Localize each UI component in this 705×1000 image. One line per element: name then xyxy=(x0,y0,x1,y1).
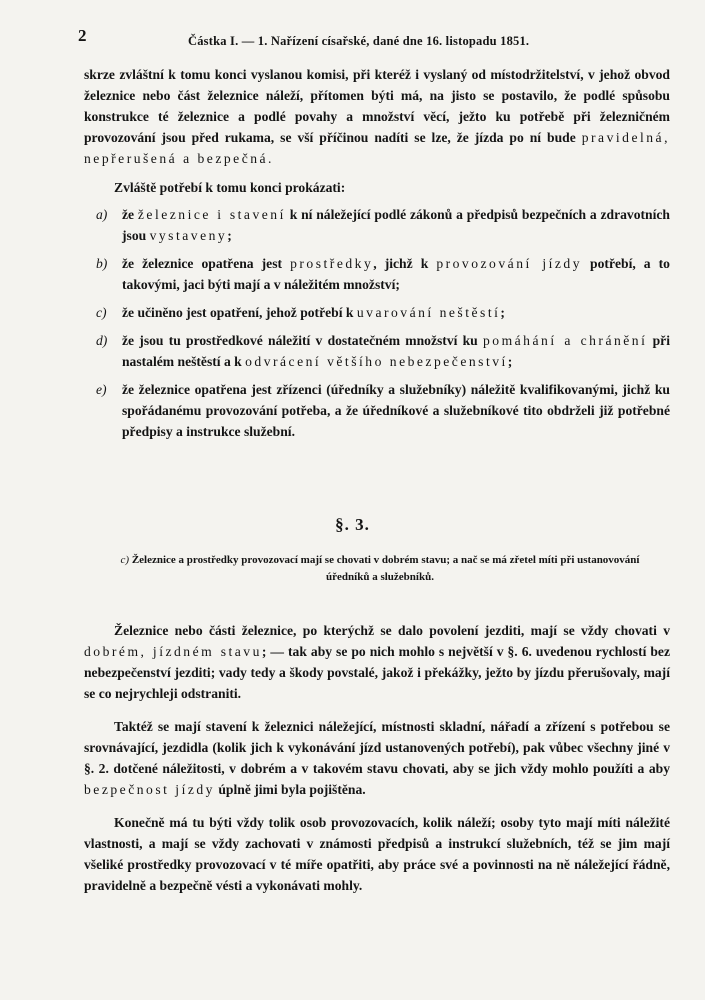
page-number: 2 xyxy=(78,26,87,45)
paragraph-text: ; — tak aby se po nich mohlo s největší v §. 6. uvedenou rychlostí bez nebezpečenství jezditi; vady tedy a škody povstalé, jakož i překážky, ježto by jízdu přerušovaly, mají se co nejrychleji odstraniti. xyxy=(84,644,670,701)
list-item-spaced: železnice i stavení xyxy=(137,207,286,222)
list-item-spaced: vystaveny xyxy=(149,228,228,243)
list-item-label: e) xyxy=(96,382,107,397)
list-item xyxy=(84,330,670,372)
paragraph-text: Taktéž se mají stavení k železnici náležející, místnosti skladní, nářadí a zřízení s potřebou se srovnávající, jezdidla (kolik jich k vykonávání jízd ustanovených potřebí), pak vůbec všechny jiné v §. 2. dotčené náležitosti, v dobrém a v takovém stavu chovati, aby se jich vždy mohlo použíti a aby xyxy=(84,719,670,776)
list-item xyxy=(84,253,670,295)
lead-paragraph: Zvláště potřebí k tomu konci prokázati: xyxy=(114,180,346,195)
list-item-label: a) xyxy=(96,207,108,222)
subheading-label: c) xyxy=(120,554,130,566)
list-item-spaced: odvrácení většího nebezpečenství xyxy=(245,354,508,369)
list-item-text: že xyxy=(122,207,138,222)
intro-paragraph xyxy=(84,64,670,169)
paragraph-2 xyxy=(84,716,670,800)
list-item-label: c) xyxy=(96,305,107,320)
section-2-body xyxy=(84,64,670,449)
list-item-text: potřebí, a to takovými, jaci býti mají a v náležitém množství; xyxy=(122,256,670,292)
list-item-text: že železnice opatřena jest zřízenci (úředníky a služebníky) náležitě kvalifikovanými, jichž ku spořádanému provozování potřeba, a že úředníkové a služebníkové tito obdrželi již potřebné předpisy a instrukce služební. xyxy=(122,382,670,439)
running-title: Částka I. — 1. Nařízení císařské, dané dne 16. listopadu 1851. xyxy=(188,34,530,48)
paragraph-text: Železnice nebo části železnice, po kterýchž se dalo povolení jezditi, mají se vždy chovati v xyxy=(114,623,670,638)
list-item-label: b) xyxy=(96,256,108,271)
list-item xyxy=(84,379,670,442)
requirements-list xyxy=(84,204,670,442)
list-item-text: že jsou tu prostředkové náležití v dostatečném množství ku xyxy=(122,333,483,348)
section-3-body xyxy=(84,620,670,908)
intro-spaced-text: pravidelná, nepřerušená a bezpečná. xyxy=(84,130,670,166)
list-item-spaced: pomáhání a chránění xyxy=(482,333,648,348)
paragraph-text: úplně jimi byla pojištěna. xyxy=(214,782,366,797)
list-item-text: ; xyxy=(227,228,232,243)
list-item-text: , jichž k xyxy=(373,256,437,271)
list-item-spaced: provozování jízdy xyxy=(436,256,582,271)
list-item-label: d) xyxy=(96,333,108,348)
section-title: §. 3. xyxy=(335,515,370,534)
list-item-text: ; xyxy=(507,354,513,369)
paragraph-1 xyxy=(84,620,670,704)
list-item-text: při nastalém neštěstí a k xyxy=(122,333,670,369)
list-item xyxy=(84,204,670,246)
intro-text: skrze zvláštní k tomu konci vyslanou komisi, při kteréž i vyslaný od místodržitelství, v jehož obvod železnice nebo část železnice náleží, přítomen býti má, na jisto se postavilo, že podlé spůsobu konstrukce té železnice a podlé povahy a množství věcí, ježto ku potřebě při železničném provozování jsou před rukama, se vší příčinou nadíti se lze, že jízda po ní bude xyxy=(84,67,670,145)
list-item-spaced: prostředky xyxy=(290,256,374,271)
list-item-text: k ní náležející podlé zákonů a předpisů bezpečních a zdravotních jsou xyxy=(122,207,670,243)
list-item-spaced: uvarování neštěstí xyxy=(356,305,501,320)
list-item-text: že učiněno jest opatření, jehož potřebí k xyxy=(122,305,357,320)
list-item xyxy=(84,302,670,323)
section-subheading xyxy=(100,552,660,586)
subheading-text: Železnice a prostředky provozovací mají se chovati v dobrém stavu; a nač se má zřetel míti při ustanovování úředníků a služebníků. xyxy=(129,554,640,583)
paragraph-spaced: dobrém, jízdném stavu xyxy=(84,644,262,659)
list-item-text: že železnice opatřena jest xyxy=(122,256,291,271)
paragraph-spaced: bezpečnost jízdy xyxy=(84,782,215,797)
paragraph-3: Konečně má tu býti vždy tolik osob provozovacích, kolik náleží; osoby tyto mají míti náležité vlastnosti, a mají se vždy zachovati v známosti předpisů a instrukcí služebních, též se jim mají všeliké prostředky provozovací v té míře opatřiti, aby práce své a povinnosti na ně náležející řádně, pravidelně a bezpečně vésti a vykonávati mohly. xyxy=(84,815,670,893)
list-item-text: ; xyxy=(500,305,505,320)
